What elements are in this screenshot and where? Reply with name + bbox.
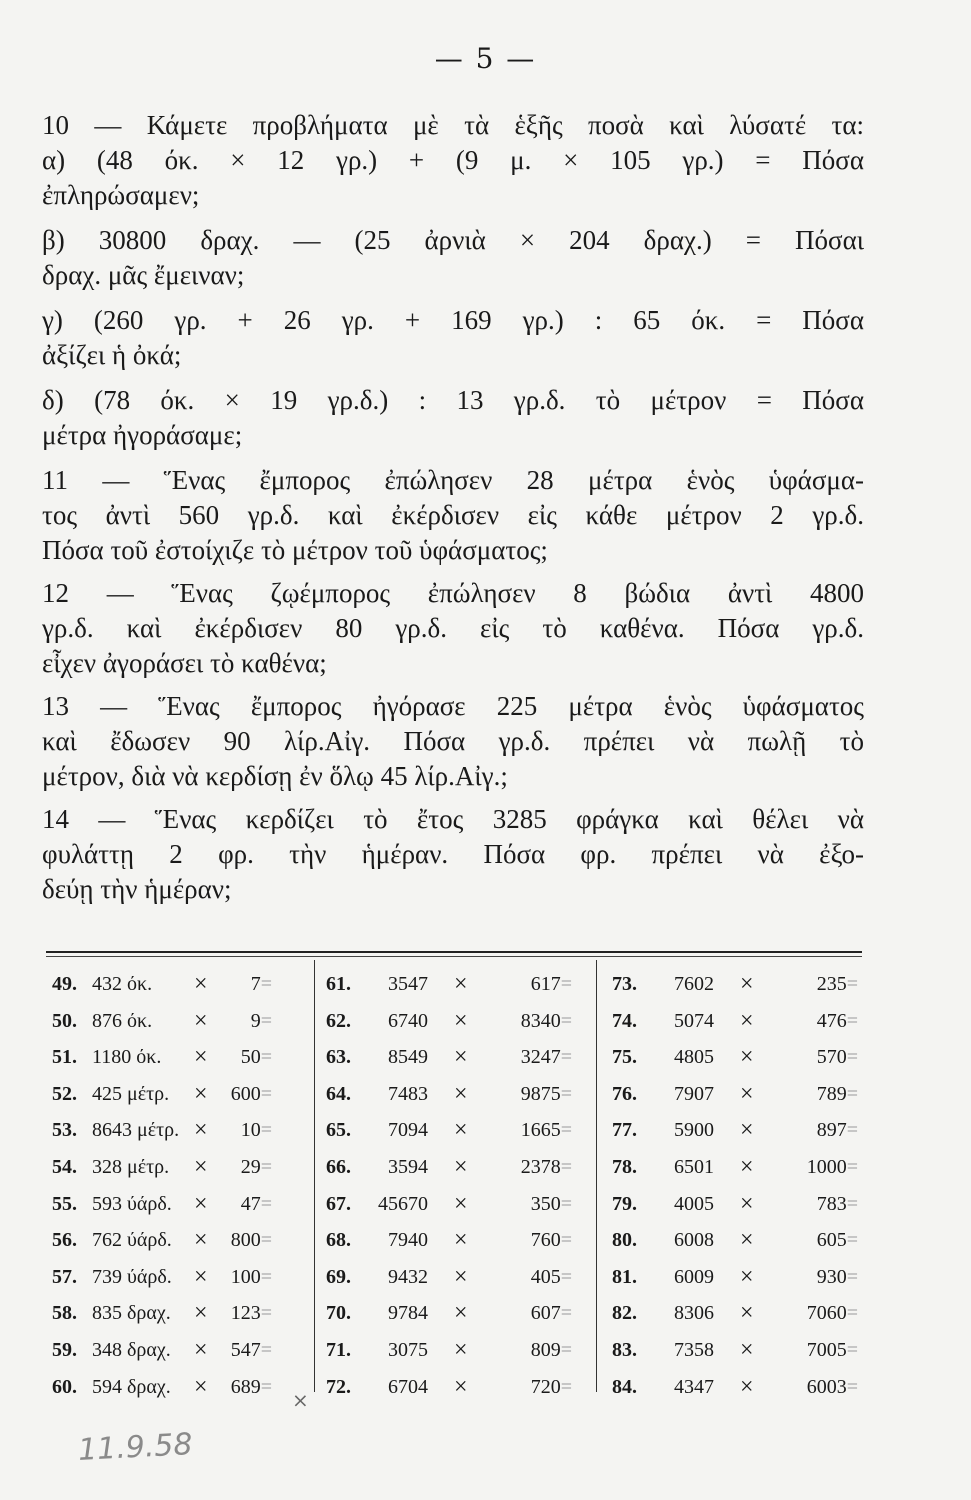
multiplier [817, 1039, 858, 1076]
multiplicand: 9432 [388, 1265, 428, 1288]
times-sign: × [194, 1153, 208, 1180]
equals-sign: = [846, 1265, 858, 1288]
exercise-number: 57. [52, 1265, 77, 1288]
multiplier [807, 1295, 858, 1332]
multiplier-value: 47 [240, 1192, 261, 1215]
multiplicand: 6501 [674, 1155, 714, 1178]
problem-line: 11 — Ἕνας ἔμπορος ἐπώλησεν 28 μέτρα ἑνὸς ὑφάσμα- [42, 465, 864, 495]
equals-sign: = [846, 973, 858, 995]
exercise-number: 84. [612, 1375, 637, 1398]
equals-sign: = [260, 1375, 272, 1398]
exercise-number: 59. [52, 1338, 77, 1361]
equals-sign: = [260, 1009, 272, 1032]
multiplier-value: 789 [816, 1082, 847, 1105]
multiplicand: 425 μέτρ. [92, 1082, 170, 1105]
multiplier-value: 1000 [806, 1155, 847, 1178]
multiplicand: 7940 [388, 1229, 428, 1252]
exercise-number: 65. [326, 1119, 351, 1142]
equals-sign: = [560, 1119, 572, 1142]
times-sign: × [740, 1227, 754, 1254]
multiplier [531, 966, 572, 1003]
multiplier-value: 10 [240, 1119, 261, 1142]
times-sign: × [194, 1227, 208, 1254]
multiplier [231, 1259, 272, 1296]
equals-sign: = [260, 973, 272, 995]
exercise-number: 55. [52, 1192, 77, 1215]
multiplier-value: 123 [230, 1302, 261, 1325]
multiplicand: 6740 [388, 1009, 428, 1032]
problem-paragraph [42, 108, 864, 213]
times-sign: × [454, 1007, 468, 1034]
multiplicand: 4005 [674, 1192, 714, 1215]
equals-sign: = [260, 1082, 272, 1105]
multiplier-value: 50 [240, 1046, 261, 1069]
multiplicand: 762 ύάρδ. [92, 1229, 172, 1252]
exercise-row [612, 1186, 864, 1223]
multiplier-value: 897 [816, 1119, 847, 1142]
equals-sign: = [846, 1155, 858, 1178]
multiplier [241, 1186, 272, 1223]
times-sign: × [740, 1117, 754, 1144]
exercise-number: 53. [52, 1119, 77, 1142]
problem-paragraph [42, 463, 864, 568]
multiplicand: 9784 [388, 1302, 428, 1325]
multiplier-value: 930 [816, 1265, 847, 1288]
multiplier [241, 1112, 272, 1149]
multiplier [231, 1332, 272, 1369]
multiplier [521, 1076, 572, 1113]
multiplier-value: 350 [530, 1192, 561, 1215]
exercise-row [612, 1076, 864, 1113]
exercise-number: 66. [326, 1155, 351, 1178]
equals-sign: = [260, 1155, 272, 1178]
multiplicand: 8549 [388, 1046, 428, 1069]
multiplier [521, 1112, 572, 1149]
multiplier-value: 1665 [520, 1119, 561, 1142]
multiplier [817, 1222, 858, 1259]
multiplicand: 739 ύάρδ. [92, 1265, 172, 1288]
exercise-row [612, 1039, 864, 1076]
multiplier [241, 1149, 272, 1186]
times-sign: × [194, 971, 208, 997]
equals-sign: = [560, 1265, 572, 1288]
multiplicand: 6704 [388, 1375, 428, 1398]
handwritten-date-note: 11.9.58 [77, 1427, 194, 1468]
equals-sign: = [560, 973, 572, 995]
multiplier-value: 720 [530, 1375, 561, 1398]
exercise-number: 68. [326, 1229, 351, 1252]
exercise-number: 76. [612, 1082, 637, 1105]
exercise-number: 62. [326, 1009, 351, 1032]
multiplicand: 45670 [378, 1192, 428, 1215]
problem-line: β) 30800 δραχ. — (25 ἀρνιὰ × 204 δραχ.) = Πόσαι [42, 225, 864, 255]
problem-paragraph [42, 576, 864, 681]
times-sign: × [454, 1190, 468, 1217]
multiplier [817, 1259, 858, 1296]
multiplicand: 432 όκ. [92, 973, 153, 995]
multiplier [231, 1295, 272, 1332]
problem-line: φυλάττῃ 2 φρ. τὴν ἡμέραν. Πόσα φρ. πρέπει νὰ ἐξο- [42, 839, 864, 869]
exercise-row [326, 1076, 578, 1113]
problem-line: 13 — Ἕνας ἔμπορος ἠγόρασε 225 μέτρα ἑνὸς ὑφάσματος [42, 691, 864, 721]
multiplier [241, 1039, 272, 1076]
multiplier [817, 1112, 858, 1149]
problem-line: γ) (260 γρ. + 26 γρ. + 169 γρ.) : 65 όκ. = Πόσα [42, 305, 864, 335]
exercise-number: 79. [612, 1192, 637, 1215]
multiplier [817, 1003, 858, 1040]
multiplier-value: 476 [816, 1009, 847, 1032]
exercise-number: 82. [612, 1302, 637, 1325]
problem-line: α) (48 όκ. × 12 γρ.) + (9 μ. × 105 γρ.) = Πόσα [42, 145, 864, 175]
multiplier [817, 1186, 858, 1223]
equals-sign: = [846, 1009, 858, 1032]
column-divider [314, 960, 315, 1392]
times-sign: × [740, 1263, 754, 1290]
problem-line: δραχ. μᾶς ἔμειναν; [42, 260, 245, 290]
equals-sign: = [260, 1338, 272, 1361]
exercise-number: 54. [52, 1155, 77, 1178]
multiplicand: 7483 [388, 1082, 428, 1105]
exercise-column-2 [326, 966, 578, 1405]
times-sign: × [194, 1117, 208, 1144]
times-sign: × [194, 1263, 208, 1290]
equals-sign: = [846, 1082, 858, 1105]
problem-line: ἐπληρώσαμεν; [42, 180, 200, 210]
exercise-column-3 [612, 966, 864, 1405]
equals-sign: = [260, 1192, 272, 1215]
exercise-row [52, 1295, 290, 1332]
multiplier [531, 1186, 572, 1223]
exercise-number: 72. [326, 1375, 351, 1398]
times-sign: × [194, 1373, 208, 1400]
equals-sign: = [560, 1375, 572, 1398]
multiplier-value: 8340 [520, 1009, 561, 1032]
multiplicand: 593 ύάρδ. [92, 1192, 172, 1215]
times-sign: × [740, 1336, 754, 1363]
exercise-row [52, 1076, 290, 1113]
exercise-row [52, 1186, 290, 1223]
times-sign: × [454, 1044, 468, 1071]
multiplicand: 876 όκ. [92, 1009, 153, 1032]
problem-paragraph [42, 689, 864, 794]
multiplier-value: 235 [816, 973, 847, 995]
exercise-row [612, 1259, 864, 1296]
times-sign: × [454, 1300, 468, 1327]
multiplier [231, 1222, 272, 1259]
multiplier [531, 1259, 572, 1296]
multiplicand: 8643 μέτρ. [92, 1119, 180, 1142]
exercise-row [326, 1222, 578, 1259]
equals-sign: = [560, 1338, 572, 1361]
multiplier-value: 3247 [520, 1046, 561, 1069]
multiplier [231, 1076, 272, 1113]
exercise-number: 49. [52, 973, 77, 995]
equals-sign: = [260, 1046, 272, 1069]
times-sign: × [454, 1336, 468, 1363]
exercise-number: 56. [52, 1229, 77, 1252]
problem-line: ἀξίζει ἡ ὀκά; [42, 340, 182, 370]
exercise-row [326, 1039, 578, 1076]
multiplier-value: 689 [230, 1375, 261, 1398]
multiplier-value: 7005 [806, 1338, 847, 1361]
times-sign: × [194, 1080, 208, 1107]
multiplier-value: 800 [230, 1229, 261, 1252]
exercise-row [326, 1149, 578, 1186]
stray-mark: × [292, 1388, 309, 1412]
multiplier-value: 570 [816, 1046, 847, 1069]
exercise-row [612, 1112, 864, 1149]
times-sign: × [740, 1373, 754, 1400]
multiplicand: 594 δραχ. [92, 1375, 171, 1398]
problem-paragraph [42, 303, 864, 373]
times-sign: × [740, 1007, 754, 1034]
exercise-row [52, 1039, 290, 1076]
multiplicand: 7602 [674, 973, 714, 995]
problems-section [42, 108, 864, 907]
equals-sign: = [560, 1302, 572, 1325]
exercise-number: 77. [612, 1119, 637, 1142]
multiplicand: 7907 [674, 1082, 714, 1105]
equals-sign: = [846, 1302, 858, 1325]
times-sign: × [194, 1007, 208, 1034]
equals-sign: = [846, 1046, 858, 1069]
multiplicand: 4347 [674, 1375, 714, 1398]
problem-line: 14 — Ἕνας κερδίζει τὸ ἔτος 3285 φράγκα καὶ θέλει νὰ [42, 804, 864, 834]
multiplier-value: 7 [250, 973, 261, 995]
equals-sign: = [846, 1119, 858, 1142]
exercise-row [612, 1003, 864, 1040]
exercise-number: 83. [612, 1338, 637, 1361]
multiplier [231, 1369, 272, 1406]
exercise-row [326, 1003, 578, 1040]
equals-sign: = [260, 1265, 272, 1288]
equals-sign: = [260, 1119, 272, 1142]
exercise-number: 78. [612, 1155, 637, 1178]
multiplier-value: 809 [530, 1338, 561, 1361]
multiplier-value: 9875 [520, 1082, 561, 1105]
multiplier-value: 617 [530, 973, 561, 995]
times-sign: × [740, 1300, 754, 1327]
multiplier [807, 1149, 858, 1186]
exercise-number: 52. [52, 1082, 77, 1105]
exercise-row [52, 1112, 290, 1149]
multiplier-value: 600 [230, 1082, 261, 1105]
exercise-number: 58. [52, 1302, 77, 1325]
times-sign: × [740, 1080, 754, 1107]
table-top-rule-thin [46, 956, 862, 957]
exercise-number: 61. [326, 973, 351, 995]
problem-line: 12 — Ἕνας ζῳέμπορος ἐπώλησεν 8 βώδια ἀντὶ 4800 [42, 578, 864, 608]
exercise-row [52, 1003, 290, 1040]
exercise-row [612, 1332, 864, 1369]
multiplier [251, 1003, 272, 1040]
exercise-number: 51. [52, 1046, 77, 1069]
problem-line: δ) (78 όκ. × 19 γρ.δ.) : 13 γρ.δ. τὸ μέτρον = Πόσα [42, 385, 864, 415]
times-sign: × [194, 1190, 208, 1217]
exercise-number: 69. [326, 1265, 351, 1288]
exercise-number: 74. [612, 1009, 637, 1032]
times-sign: × [740, 1153, 754, 1180]
exercise-row [612, 1149, 864, 1186]
multiplier-value: 760 [530, 1229, 561, 1252]
multiplicand: 1180 όκ. [92, 1046, 162, 1069]
equals-sign: = [560, 1155, 572, 1178]
multiplicand: 7094 [388, 1119, 428, 1142]
problem-line: γρ.δ. καὶ ἐκέρδισεν 80 γρ.δ. εἰς τὸ καθένα. Πόσα γρ.δ. [42, 613, 864, 643]
exercise-number: 50. [52, 1009, 77, 1032]
times-sign: × [454, 971, 468, 997]
exercise-row [612, 1295, 864, 1332]
exercise-number: 63. [326, 1046, 351, 1069]
column-divider [596, 960, 597, 1392]
multiplier [807, 1369, 858, 1406]
multiplier [531, 1369, 572, 1406]
exercise-row [326, 966, 578, 1003]
multiplier [531, 1295, 572, 1332]
times-sign: × [740, 1190, 754, 1217]
equals-sign: = [846, 1192, 858, 1215]
multiplicand: 835 δραχ. [92, 1302, 171, 1325]
multiplier-value: 9 [250, 1009, 261, 1032]
problem-line: Πόσα τοῦ ἐστοίχιζε τὸ μέτρον τοῦ ὑφάσματος; [42, 535, 548, 565]
multiplicand: 7358 [674, 1338, 714, 1361]
times-sign: × [454, 1263, 468, 1290]
exercise-number: 70. [326, 1302, 351, 1325]
exercise-row [326, 1186, 578, 1223]
multiplier-value: 29 [240, 1155, 261, 1178]
multiplier [807, 1332, 858, 1369]
times-sign: × [454, 1153, 468, 1180]
problem-paragraph [42, 223, 864, 293]
exercise-number: 64. [326, 1082, 351, 1105]
exercise-row [612, 1369, 864, 1406]
multiplier [817, 966, 858, 1003]
exercise-number: 60. [52, 1375, 77, 1398]
multiplicand: 5074 [674, 1009, 714, 1032]
times-sign: × [740, 1044, 754, 1071]
exercise-row [52, 1259, 290, 1296]
table-top-rule [46, 951, 862, 953]
multiplicand: 328 μέτρ. [92, 1155, 170, 1178]
times-sign: × [454, 1227, 468, 1254]
multiplier [817, 1076, 858, 1113]
equals-sign: = [560, 1046, 572, 1069]
exercise-number: 67. [326, 1192, 351, 1215]
problem-line: μέτρα ἠγοράσαμε; [42, 420, 243, 450]
exercise-number: 73. [612, 973, 637, 995]
exercise-row [52, 1332, 290, 1369]
equals-sign: = [260, 1302, 272, 1325]
times-sign: × [194, 1300, 208, 1327]
exercise-row [52, 1369, 290, 1406]
multiplier-value: 7060 [806, 1302, 847, 1325]
equals-sign: = [260, 1229, 272, 1252]
exercise-row [326, 1295, 578, 1332]
multiplicand: 8306 [674, 1302, 714, 1325]
exercise-row [326, 1369, 578, 1406]
equals-sign: = [560, 1192, 572, 1215]
exercise-row [326, 1259, 578, 1296]
multiplicand: 348 δραχ. [92, 1338, 171, 1361]
multiplier-value: 607 [530, 1302, 561, 1325]
exercise-row [612, 1222, 864, 1259]
multiplicand: 6009 [674, 1265, 714, 1288]
exercise-number: 71. [326, 1338, 351, 1361]
multiplicand: 5900 [674, 1119, 714, 1142]
multiplier-value: 405 [530, 1265, 561, 1288]
equals-sign: = [846, 1375, 858, 1398]
page-number: — 5 — [434, 42, 537, 75]
multiplier [251, 966, 272, 1003]
multiplier-value: 100 [230, 1265, 261, 1288]
problem-paragraph [42, 383, 864, 453]
multiplicand: 6008 [674, 1229, 714, 1252]
exercise-number: 81. [612, 1265, 637, 1288]
multiplier [521, 1003, 572, 1040]
multiplicand: 3547 [388, 973, 428, 995]
equals-sign: = [560, 1009, 572, 1032]
exercise-column-1 [52, 966, 290, 1405]
equals-sign: = [560, 1082, 572, 1105]
multiplier-value: 605 [816, 1229, 847, 1252]
multiplier-value: 783 [816, 1192, 847, 1215]
multiplier [521, 1149, 572, 1186]
multiplier-value: 2378 [520, 1155, 561, 1178]
problem-paragraph [42, 802, 864, 907]
exercise-number: 75. [612, 1046, 637, 1069]
problem-line: εἶχεν ἀγοράσει τὸ καθένα; [42, 648, 327, 678]
exercise-row [52, 1149, 290, 1186]
multiplier-value: 547 [230, 1338, 261, 1361]
problem-line: καὶ ἔδωσεν 90 λίρ.Αἰγ. Πόσα γρ.δ. πρέπει νὰ πωλῇ τὸ [42, 726, 864, 756]
multiplier [531, 1332, 572, 1369]
equals-sign: = [846, 1229, 858, 1252]
exercise-row [52, 966, 290, 1003]
exercise-number: 80. [612, 1229, 637, 1252]
multiplicand: 3594 [388, 1155, 428, 1178]
multiplier [531, 1222, 572, 1259]
exercise-row [612, 966, 864, 1003]
times-sign: × [454, 1080, 468, 1107]
times-sign: × [194, 1336, 208, 1363]
multiplier-value: 6003 [806, 1375, 847, 1398]
times-sign: × [454, 1117, 468, 1144]
times-sign: × [454, 1373, 468, 1400]
equals-sign: = [846, 1338, 858, 1361]
problem-line: τος ἀντὶ 560 γρ.δ. καὶ ἐκέρδισεν εἰς κάθε μέτρον 2 γρ.δ. [42, 500, 864, 530]
exercise-row [52, 1222, 290, 1259]
times-sign: × [740, 971, 754, 997]
multiplicand: 3075 [388, 1338, 428, 1361]
problem-line: δεύῃ τὴν ἡμέραν; [42, 874, 232, 904]
exercise-row [326, 1332, 578, 1369]
multiplier [521, 1039, 572, 1076]
multiplicand: 4805 [674, 1046, 714, 1069]
times-sign: × [194, 1044, 208, 1071]
exercise-row [326, 1112, 578, 1149]
equals-sign: = [560, 1229, 572, 1252]
problem-line: μέτρον, διὰ νὰ κερδίσῃ ἐν ὅλῳ 45 λίρ.Αἰγ.; [42, 761, 508, 791]
problem-line: 10 — Κάμετε προβλήματα μὲ τὰ ἑξῆς ποσὰ καὶ λύσατέ τα: [42, 110, 864, 140]
